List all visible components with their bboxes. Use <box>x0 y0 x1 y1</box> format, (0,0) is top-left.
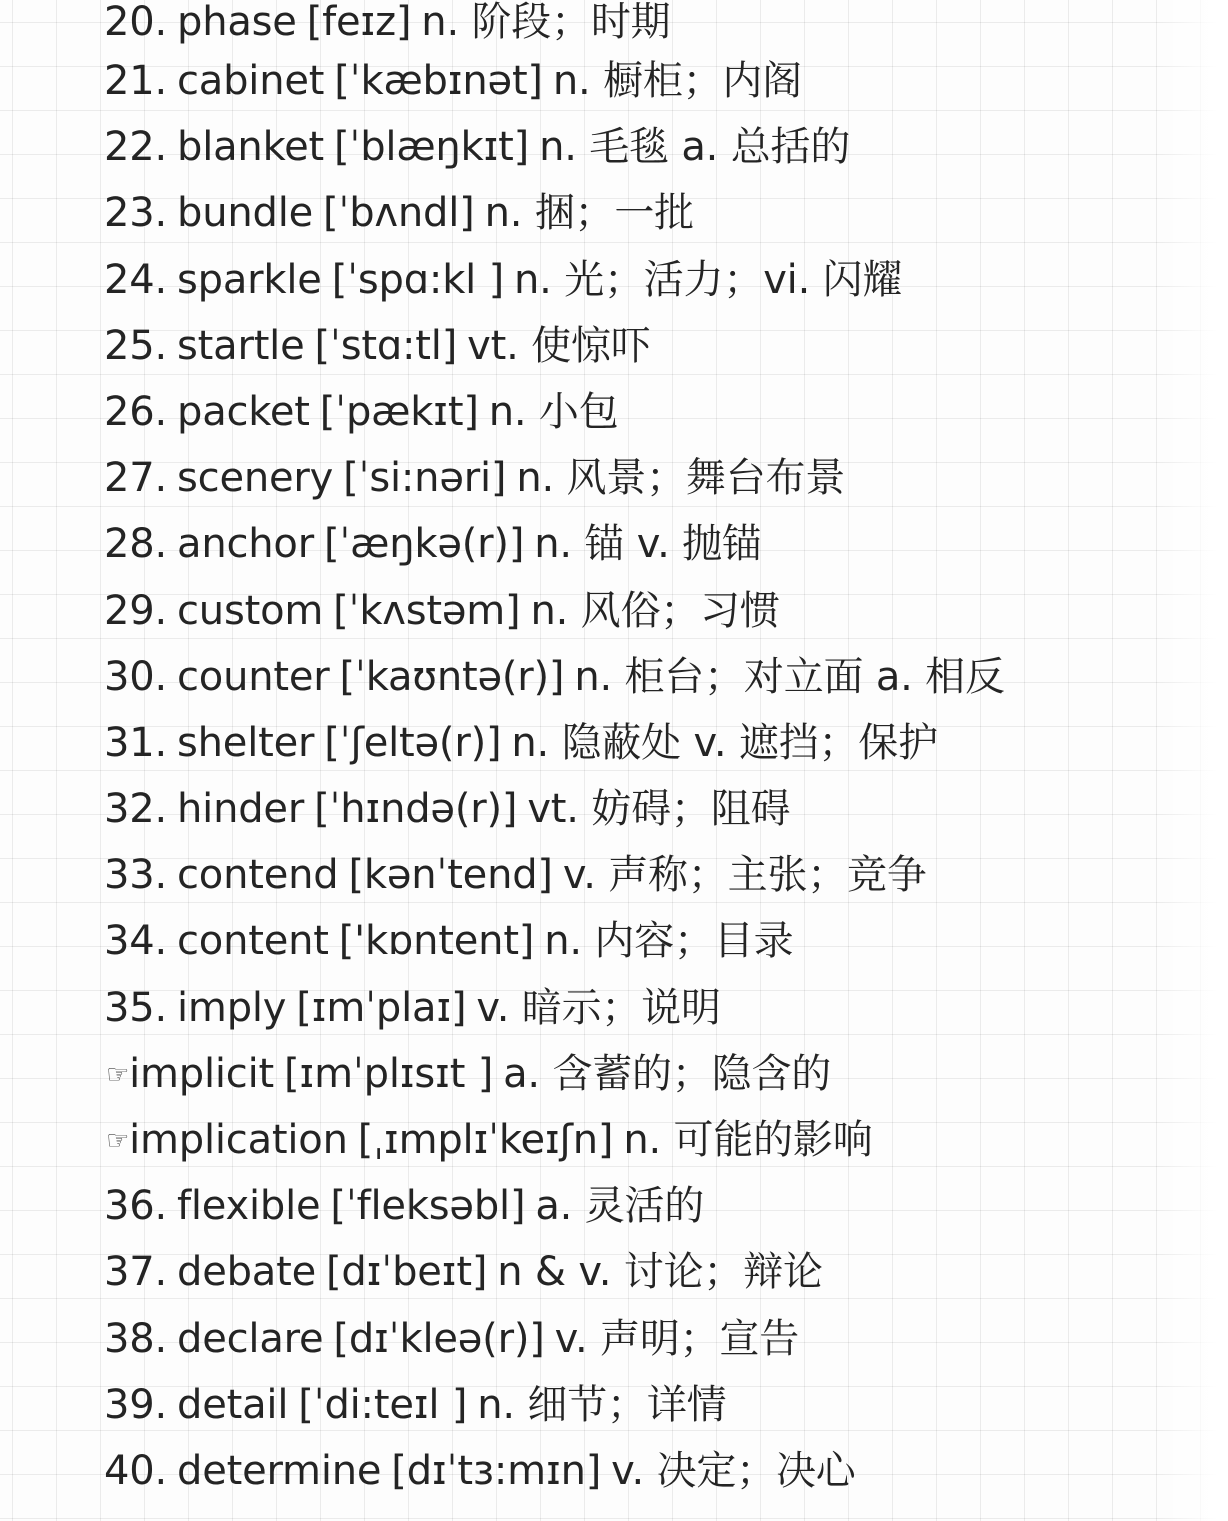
vocab-entry <box>104 842 1184 908</box>
entry-word: contend <box>177 852 339 899</box>
entry-number: 22. <box>104 124 168 171</box>
entry-word: debate <box>177 1249 317 1296</box>
entry-word: flexible <box>177 1183 321 1230</box>
entry-word: cabinet <box>177 58 325 104</box>
vocab-entry <box>104 578 1184 644</box>
entry-word: shelter <box>177 719 315 766</box>
vocab-entry <box>104 1438 1184 1504</box>
entry-meaning: n. 光；活力；vi. 闪耀 <box>514 256 903 303</box>
vocab-entry <box>104 247 1184 313</box>
entry-phonetic: [dɪˈtɜ:mɪn] <box>391 1447 602 1494</box>
entry-meaning: n. 毛毯 a. 总括的 <box>539 124 851 171</box>
entry-phonetic: [ˈstɑ:tl] <box>314 322 458 369</box>
entry-phonetic: [ɪmˈplɪsɪt ] <box>284 1050 494 1097</box>
entry-meaning: vt. 妨碍；阻碍 <box>527 786 791 833</box>
entry-number: 33. <box>104 852 168 899</box>
entry-meaning: v. 声明；宣告 <box>554 1315 800 1362</box>
entry-number: 27. <box>104 455 168 502</box>
vocab-entry <box>104 975 1184 1041</box>
entry-number: 29. <box>104 587 168 634</box>
entry-meaning: n & v. 讨论；辩论 <box>497 1249 823 1296</box>
entry-word: declare <box>177 1315 324 1362</box>
pointing-hand-icon: ☞ <box>106 1126 130 1156</box>
entry-number: 39. <box>104 1381 168 1428</box>
vocab-entry <box>104 379 1184 445</box>
entry-word: startle <box>177 322 305 369</box>
entry-meaning: n. 柜台；对立面 a. 相反 <box>574 653 1005 700</box>
entry-phonetic: [ˈkæbɪnət] <box>334 58 543 104</box>
entry-word: phase <box>177 0 297 45</box>
entry-word: hinder <box>177 786 305 833</box>
entry-phonetic: [ˌɪmplɪˈkeɪʃn] <box>357 1117 614 1163</box>
entry-phonetic: [ˈkaʊntə(r)] <box>339 653 565 700</box>
entry-number: 26. <box>104 388 168 435</box>
entry-word: packet <box>177 388 310 435</box>
entry-phonetic: [ˈfleksəbl] <box>330 1183 526 1230</box>
entry-word: custom <box>177 587 324 634</box>
entry-word: implication <box>129 1117 348 1163</box>
entry-phonetic: [ˈæŋkə(r)] <box>323 521 525 568</box>
entry-word: imply <box>177 984 287 1031</box>
vocab-entry <box>104 511 1184 577</box>
vocabulary-list <box>104 0 1184 1504</box>
entry-word: determine <box>177 1447 382 1494</box>
entry-phonetic: [ˈbʌndl] <box>323 190 475 237</box>
entry-meaning: n. 阶段；时期 <box>421 0 671 45</box>
entry-number: 31. <box>104 719 168 766</box>
entry-meaning: vt. 使惊吓 <box>467 322 651 369</box>
entry-phonetic: [ˈʃeltə(r)] <box>324 719 502 766</box>
entry-word: content <box>177 918 329 965</box>
vocab-entry <box>104 1372 1184 1438</box>
entry-meaning: n. 捆；一批 <box>484 190 694 237</box>
entry-phonetic: [feɪz] <box>306 0 412 45</box>
vocab-entry <box>104 1306 1184 1372</box>
entry-meaning: n. 风景；舞台布景 <box>516 455 846 502</box>
entry-number: 36. <box>104 1183 168 1230</box>
vocab-entry <box>104 313 1184 379</box>
entry-meaning: n. 隐蔽处 v. 遮挡；保护 <box>511 719 938 766</box>
entry-word: counter <box>177 653 330 700</box>
entry-meaning: v. 暗示；说明 <box>476 984 721 1031</box>
entry-number: 25. <box>104 322 168 369</box>
entry-phonetic: [ˈhɪndə(r)] <box>314 786 518 833</box>
entry-word: detail <box>177 1381 289 1428</box>
vocab-entry <box>104 48 1184 114</box>
entry-meaning: v. 声称；主张；竞争 <box>562 852 927 899</box>
entry-phonetic: [dɪˈbeɪt] <box>326 1249 488 1296</box>
vocab-entry <box>104 114 1184 180</box>
vocab-entry <box>104 776 1184 842</box>
entry-phonetic: [dɪˈkleə(r)] <box>333 1315 545 1362</box>
entry-meaning: a. 含蓄的；隐含的 <box>503 1050 832 1097</box>
entry-meaning: n. 细节；详情 <box>477 1381 727 1428</box>
entry-word: implicit <box>129 1050 274 1097</box>
vocab-entry <box>104 1173 1184 1239</box>
entry-number: 35. <box>104 984 168 1031</box>
entry-phonetic: [kənˈtend] <box>348 852 553 899</box>
entry-number: 23. <box>104 190 168 237</box>
vocab-entry <box>104 1107 1184 1173</box>
entry-meaning: n. 锚 v. 抛锚 <box>534 521 762 568</box>
vocab-entry <box>104 0 1184 48</box>
vocab-entry <box>104 908 1184 974</box>
entry-meaning: n. 可能的影响 <box>623 1117 873 1163</box>
entry-word: scenery <box>177 455 334 502</box>
vocab-entry <box>104 445 1184 511</box>
vocab-entry <box>104 644 1184 710</box>
entry-word: blanket <box>177 124 325 171</box>
entry-number: 34. <box>104 918 168 965</box>
vocab-entry <box>104 180 1184 246</box>
entry-word: sparkle <box>177 256 322 303</box>
entry-phonetic: [ˈdi:teɪl ] <box>298 1381 468 1428</box>
entry-word: anchor <box>177 521 314 568</box>
entry-number: 38. <box>104 1315 168 1362</box>
entry-phonetic: [ɪmˈplaɪ] <box>296 984 467 1031</box>
entry-phonetic: [ˈkʌstəm] <box>333 587 521 634</box>
entry-number: 37. <box>104 1249 168 1296</box>
entry-word: bundle <box>177 190 314 237</box>
entry-number: 20. <box>104 0 168 45</box>
pointing-hand-icon: ☞ <box>106 1059 130 1090</box>
entry-number: 40. <box>104 1447 168 1494</box>
entry-number: 28. <box>104 521 168 568</box>
entry-meaning: n. 风俗；习惯 <box>530 587 780 634</box>
page-edge <box>1158 0 1228 1521</box>
entry-meaning: n. 小包 <box>488 388 619 435</box>
entry-phonetic: [ˈblæŋkɪt] <box>334 124 530 171</box>
vocab-entry <box>104 710 1184 776</box>
entry-phonetic: ['kɒntent] <box>338 918 535 965</box>
entry-phonetic: [ˈpækɪt] <box>319 388 479 435</box>
vocab-entry <box>104 1041 1184 1107</box>
entry-meaning: a. 灵活的 <box>535 1183 705 1230</box>
entry-number: 30. <box>104 653 168 700</box>
entry-phonetic: [ˈspɑ:kl ] <box>331 256 505 303</box>
entry-meaning: v. 决定；决心 <box>611 1447 856 1494</box>
vocab-entry <box>104 1239 1184 1305</box>
entry-number: 24. <box>104 256 168 303</box>
entry-number: 21. <box>104 58 168 104</box>
entry-number: 32. <box>104 786 168 833</box>
entry-phonetic: [ˈsi:nəri] <box>343 455 507 502</box>
entry-meaning: n. 内容；目录 <box>544 918 794 965</box>
entry-meaning: n. 橱柜；内阁 <box>552 58 803 104</box>
